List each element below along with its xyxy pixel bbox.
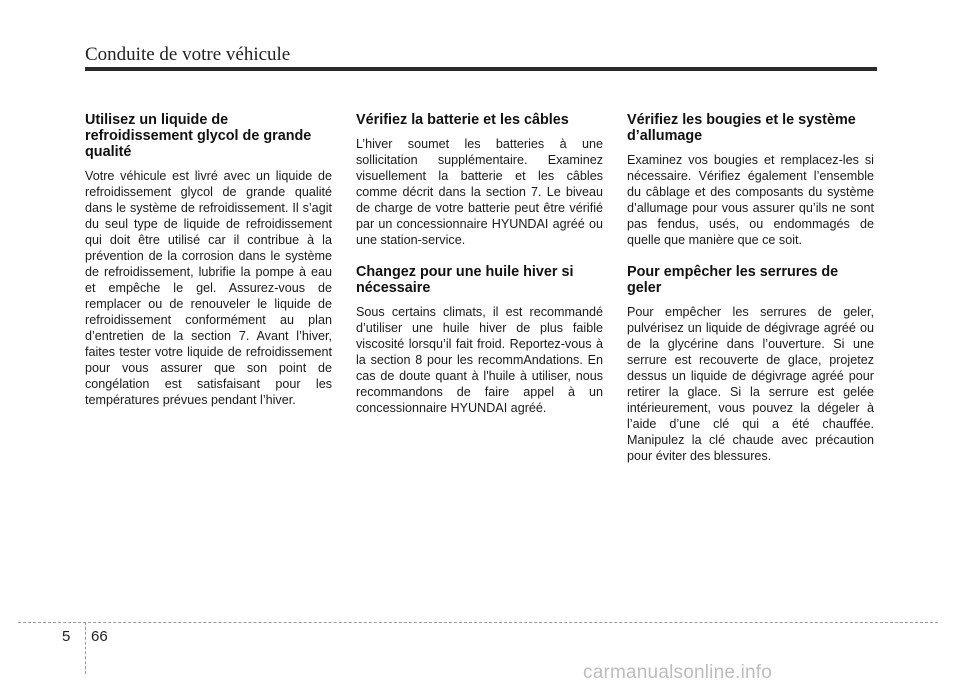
section-title-battery: Vérifiez la batterie et les câbles	[356, 112, 569, 128]
header-rule	[85, 67, 877, 71]
page-header-title: Conduite de votre véhicule	[85, 44, 291, 65]
page-number: 66	[91, 628, 108, 645]
section-body-locks: Pour empêcher les serrures de geler, pulvérisez un liquide de dégivrage agréé ou de la glycérine dans l’ouverture. Si une serrure est recouverte de glace, projetez dessus un liquide de dégivrage agréé pour retirer la glace. Si la serrure est gelée intérieurement, vous pouvez la dégeler à l’aide d’une clé qui a été chauffée. Manipulez la clé chaude avec précaution pour éviter des blessures.	[627, 305, 874, 463]
section-title-spark-plugs: Vérifiez les bougies et le système d’allumage	[627, 112, 856, 144]
section-title-locks: Pour empêcher les serrures de geler	[627, 264, 839, 296]
watermark-text: carmanualsonline.info	[583, 662, 773, 683]
footer-divider	[18, 622, 938, 623]
section-body-winter-oil: Sous certains climats, il est recommandé d’utiliser une huile hiver de plus faible viscosité lorsqu’il fait froid. Reportez-vous à la section 8 pour les recommAndations. En cas de doute quant à l'huile à utiliser, nous recommandons de faire appel à un concessionnaire HYUNDAI agréé.	[356, 305, 603, 415]
column-middle	[356, 112, 603, 432]
section-title-winter-oil: Changez pour une huile hiver si nécessaire	[356, 264, 574, 296]
footer-vertical-divider	[85, 622, 86, 674]
section-title-coolant: Utilisez un liquide de refroidissement glycol de grande qualité	[85, 112, 312, 160]
section-body-spark-plugs: Examinez vos bougies et remplacez-les si nécessaire. Vérifiez également l’ensemble du câblage et des composants du système d’allumage pour vous assurer qu’ils ne sont pas fendus, usés, ou endommagés de quelle que manière que ce soit.	[627, 153, 874, 247]
chapter-number: 5	[62, 628, 71, 645]
column-right	[627, 112, 874, 480]
section-body-battery: L’hiver soumet les batteries à une sollicitation supplémentaire. Examinez visuellement la batterie et les câbles comme décrit dans la section 7. Le biveau de charge de votre batterie peut être vérifié par un concessionnaire HYUNDAI agréé ou une station-service.	[356, 137, 603, 247]
section-body-coolant: Votre véhicule est livré avec un liquide de refroidissement glycol de grande qualité dans le système de refroidissement. Il s’agit du seul type de liquide de refroidissement qui doit être utilisé car il contribue à la prévention de la corrosion dans le système de refroidissement, lubrifie la pompe à eau et empêche le gel. Assurez-vous de remplacer ou de renouveler le liquide de refroidissement conformément au plan d’entretien de la section 7. Avant l’hiver, faites tester votre liquide de refroidissement pour vous assurer que son point de congélation est satisfaisant pour les températures prévues pendant l’hiver.	[85, 169, 332, 407]
column-left	[85, 112, 332, 424]
